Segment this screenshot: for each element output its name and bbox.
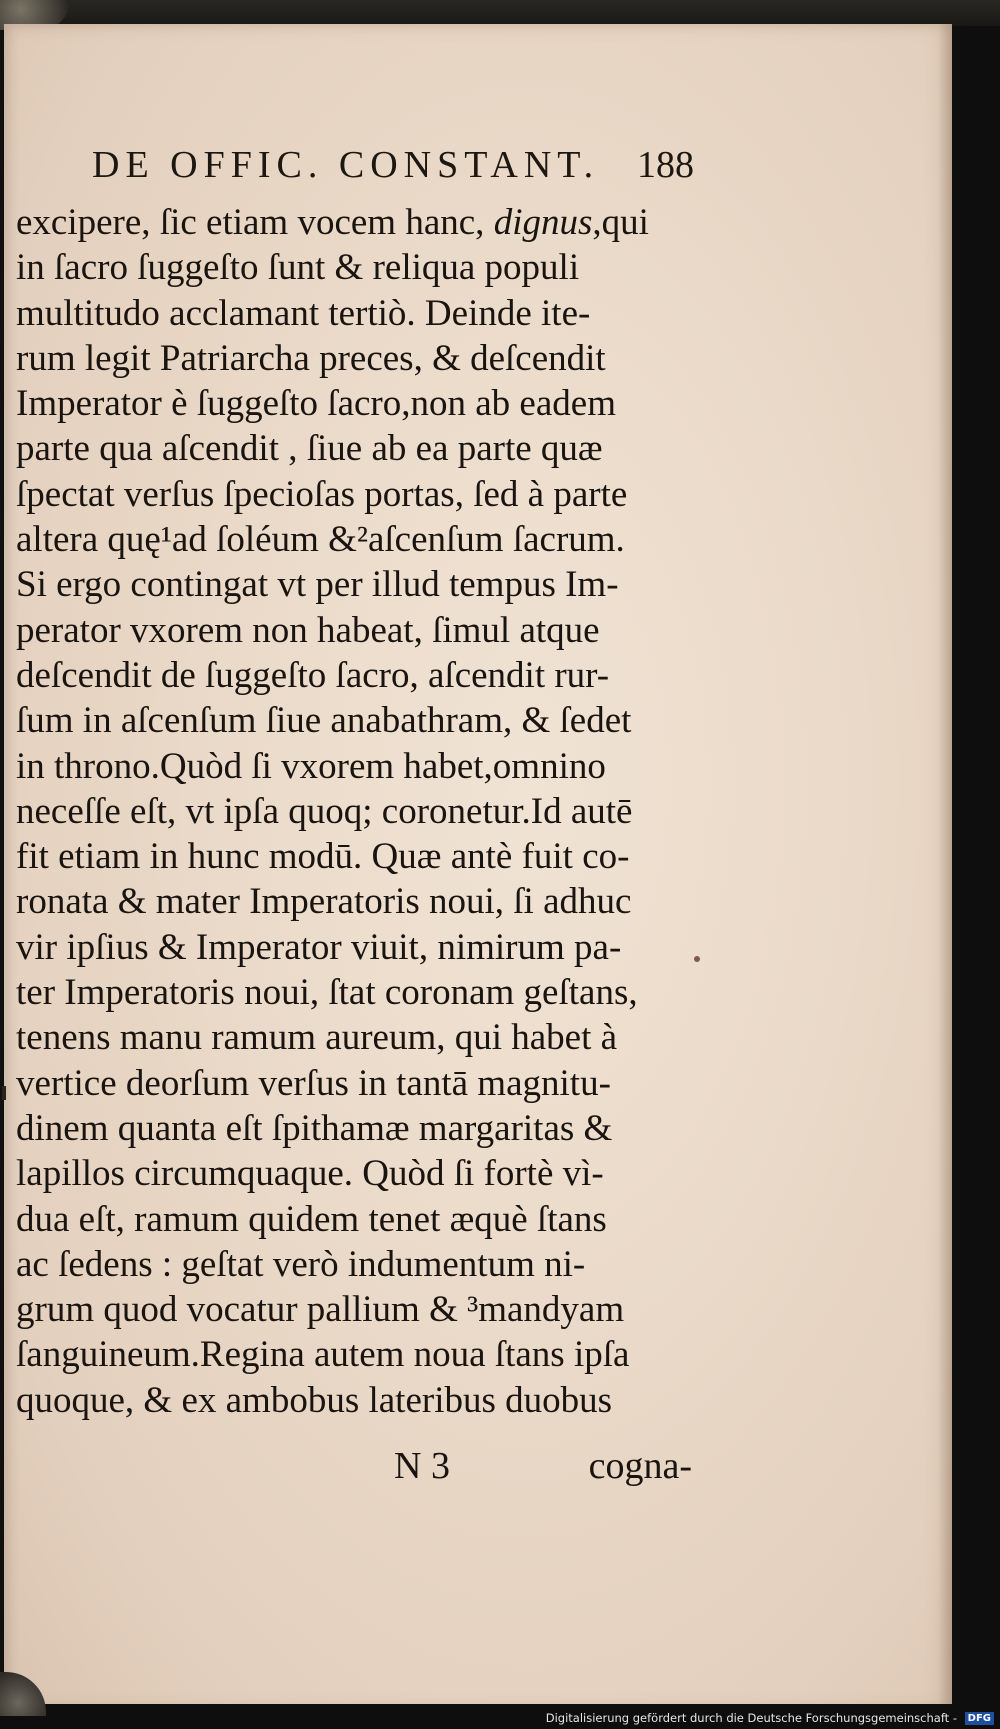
text-line: vir ipſius & Imperator viuit, nimirum pa- xyxy=(16,926,622,968)
text-line: multitudo acclamant tertiò. Deinde ite- xyxy=(16,292,591,334)
text-line: quoque, & ex ambobus lateribus duobus xyxy=(16,1379,613,1421)
dfg-logo: DFG xyxy=(965,1712,994,1725)
text-line: ter Imperatoris noui, ſtat coronam geſtans, xyxy=(16,972,638,1014)
text-line: parte qua aſcendit , ſiue ab ea parte quæ xyxy=(16,428,603,470)
folio-number: 188 xyxy=(637,144,694,186)
text-line: vertice deorſum verſus in tantā magnitu- xyxy=(16,1062,611,1104)
text-line: rum legit Patriarcha preces, & deſcendit xyxy=(16,337,606,379)
italic-word: dignus xyxy=(493,202,593,243)
top-book-edge xyxy=(0,0,1000,26)
text-line: in ſacro ſuggeſto ſunt & reliqua populi xyxy=(16,247,580,289)
text-line: Imperator è ſuggeſto ſacro,non ab eadem xyxy=(16,383,616,425)
text-line: dinem quanta eſt ſpithamæ margaritas & xyxy=(16,1107,613,1149)
text-line: ac ſedens : geſtat verò indumentum ni- xyxy=(16,1243,586,1285)
catchword: cogna- xyxy=(588,1445,692,1487)
text-line: deſcendit de ſuggeſto ſacro, aſcendit rur- xyxy=(16,654,610,696)
text-line: altera quę¹ad ſoléum &²aſcenſum ſacrum. xyxy=(16,519,625,561)
text-line: neceſſe eſt, vt ipſa quoq; coronetur.Id autē xyxy=(16,790,633,832)
text-line: in throno.Quòd ſi vxorem habet,omnino xyxy=(16,745,606,787)
text-line: ronata & mater Imperatoris noui, ſi adhuc xyxy=(16,881,632,923)
text-line: perator vxorem non habeat, ſimul atque xyxy=(16,609,600,651)
margin-mark xyxy=(2,1086,6,1100)
digitization-credit xyxy=(0,1709,1000,1727)
text-line: ſum in aſcenſum ſiue anabathram, & ſedet xyxy=(16,700,632,742)
text-line: tenens manu ramum aureum, qui habet à xyxy=(16,1017,618,1059)
margin-dot xyxy=(694,956,700,962)
page-footer-line xyxy=(16,1440,696,1492)
body-text xyxy=(16,200,696,1470)
text-line: dua eſt, ramum quidem tenet æquè ſtans xyxy=(16,1198,607,1240)
page-fore-edge xyxy=(938,24,952,1710)
running-head: DE OFFIC. CONSTANT. xyxy=(92,144,600,186)
text-line: grum quod vocatur pallium & ³mandyam xyxy=(16,1289,625,1331)
signature-mark: N 3 xyxy=(394,1445,450,1487)
text-line: lapillos circumquaque. Quòd ſi fortè vì- xyxy=(16,1153,604,1195)
text-line: fit etiam in hunc modū. Quæ antè fuit co- xyxy=(16,836,630,878)
text-line: ſanguineum.Regina autem noua ſtans ipſa xyxy=(16,1334,630,1376)
text-line: Si ergo contingat vt per illud tempus Im- xyxy=(16,564,619,606)
credit-text: Digitalisierung gefördert durch die Deutsche Forschungsgemeinschaft - xyxy=(545,1711,957,1725)
text-line: excipere, ſic etiam vocem hanc, dignus,qui xyxy=(16,202,649,243)
text-line: ſpectat verſus ſpecioſas portas, ſed à parte xyxy=(16,473,628,515)
